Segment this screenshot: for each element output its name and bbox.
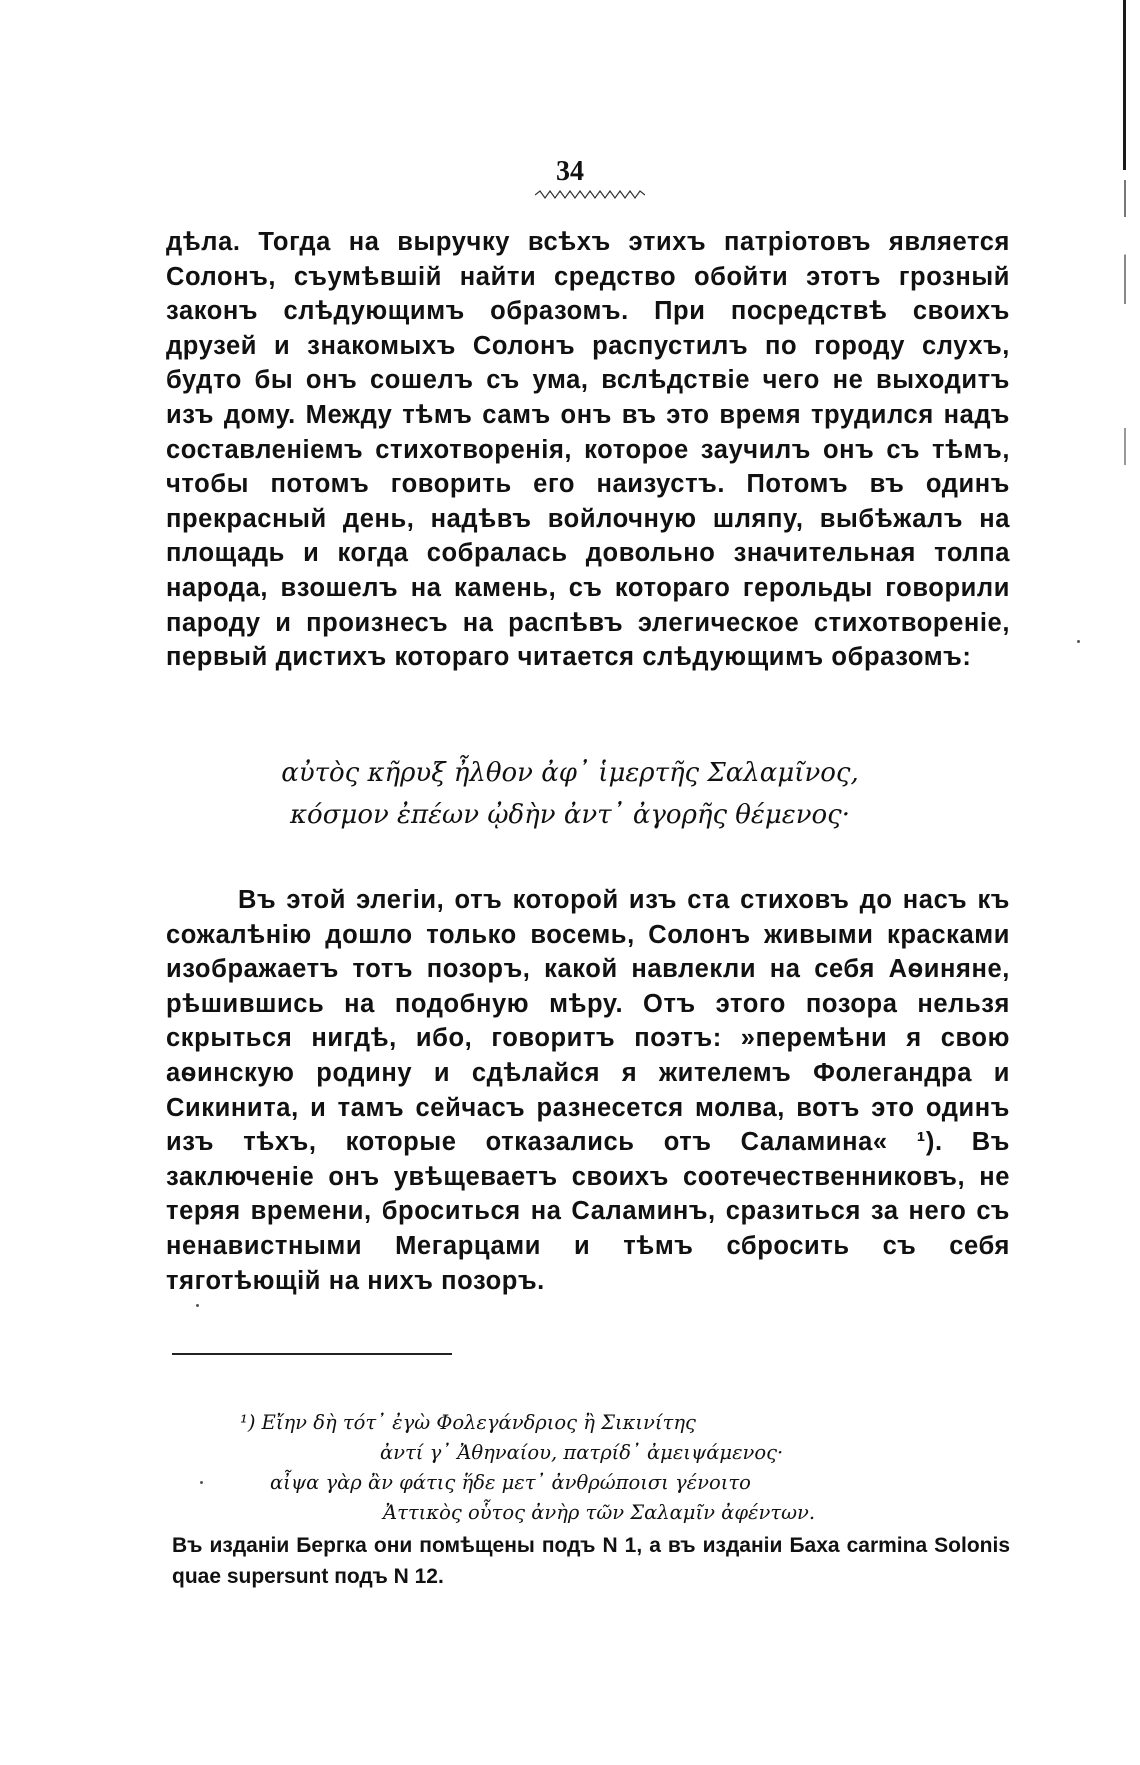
greek-verse-line-1: αὐτὸς κῆρυξ ἦλθον ἀφ᾽ ἱμερτῆς Σαλαμῖνος, [281, 758, 859, 788]
scan-speck [1077, 640, 1080, 643]
footnote-greek-line-2: ἀντί γ᾽ Ἀθηναίου, πατρίδ᾽ ἀμειψάμενος· [380, 1441, 784, 1464]
paragraph-2: Въ этой элегіи, отъ которой изъ ста стиховъ до насъ къ сожалѣнію дошло только восемь, Солонъ живыми красками изображаетъ тотъ позоръ, какой навлекли на себя Аѳиняне, рѣшившись на подобную мѣру. Отъ этого позора нельзя скрыться нигдѣ, ибо, говоритъ поэтъ: »перемѣни я свою аѳинскую родину и сдѣлайся я жителемъ Фолегандра и Сикинита, и тамъ сейчасъ разнесется молва, вотъ это одинъ изъ тѣхъ, которые отказались отъ Саламина« ¹). Въ заключеніе онъ увѣщеваетъ своихъ соотечественниковъ, не теряя времени, броситься на Саламинъ, сразиться за него съ ненавистными Мегарцами и тѣмъ сбросить съ себя тяготѣющій на нихъ позоръ. [166, 886, 1010, 1295]
footnote-separator [172, 1353, 452, 1355]
footnote-greek-line-3: αἶψα γὰρ ἂν φάτις ἥδε μετ᾽ ἀνθρώποισι γένοιτο [270, 1471, 751, 1494]
scan-edge-line [1123, 0, 1126, 170]
footnote-greek-line-4: Ἀττικὸς οὗτος ἀνὴρ τῶν Σαλαμῖν ἀφέντων. [383, 1501, 816, 1524]
scan-speck [200, 1481, 203, 1484]
scan-edge-marks [1124, 180, 1126, 800]
page-number: 34 [556, 156, 584, 187]
paragraph-1: дѣла. Тогда на выручку всѣхъ этихъ патріотовъ является Солонъ, съумѣвшій найти средство обойти этотъ грозный законъ слѣдующимъ образомъ. При посредствѣ своихъ друзей и знакомыхъ Солонъ распустилъ по городу слухъ, будто бы онъ сошелъ съ ума, вслѣдствіе чего не выходитъ изъ дому. Между тѣмъ самъ онъ въ это время трудился надъ составленіемъ стихотворенія, которое заучилъ онъ съ тѣмъ, чтобы потомъ говорить его наизустъ. Потомъ въ одинъ прекрасный день, надѣвъ войлочную шляпу, выбѣжалъ на площадь и когда собралась довольно значительная толпа народа, взошелъ на камень, съ котораго герольды говорили пароду и произнесъ на распѣвъ элегическое стихотвореніе, первый дистихъ котораго читается слѣдующимъ образомъ: [166, 228, 1010, 672]
greek-verse-line-2: κόσμον ἐπέων ᾠδὴν ἀντ᾽ ἀγορῆς θέμενος· [289, 800, 851, 830]
footnote-greek-line-1: ¹) Εἴην δὴ τότ᾽ ἐγὼ Φολεγάνδριος ἢ Σικινίτης [240, 1411, 696, 1434]
page-number-ornament [535, 190, 645, 200]
footnote-note: Въ изданіи Бергка они помѣщены подъ N 1, а въ изданіи Баха carmina Solonis quae supersunt подъ N 12. [172, 1534, 1010, 1588]
scan-speck [196, 1304, 199, 1307]
